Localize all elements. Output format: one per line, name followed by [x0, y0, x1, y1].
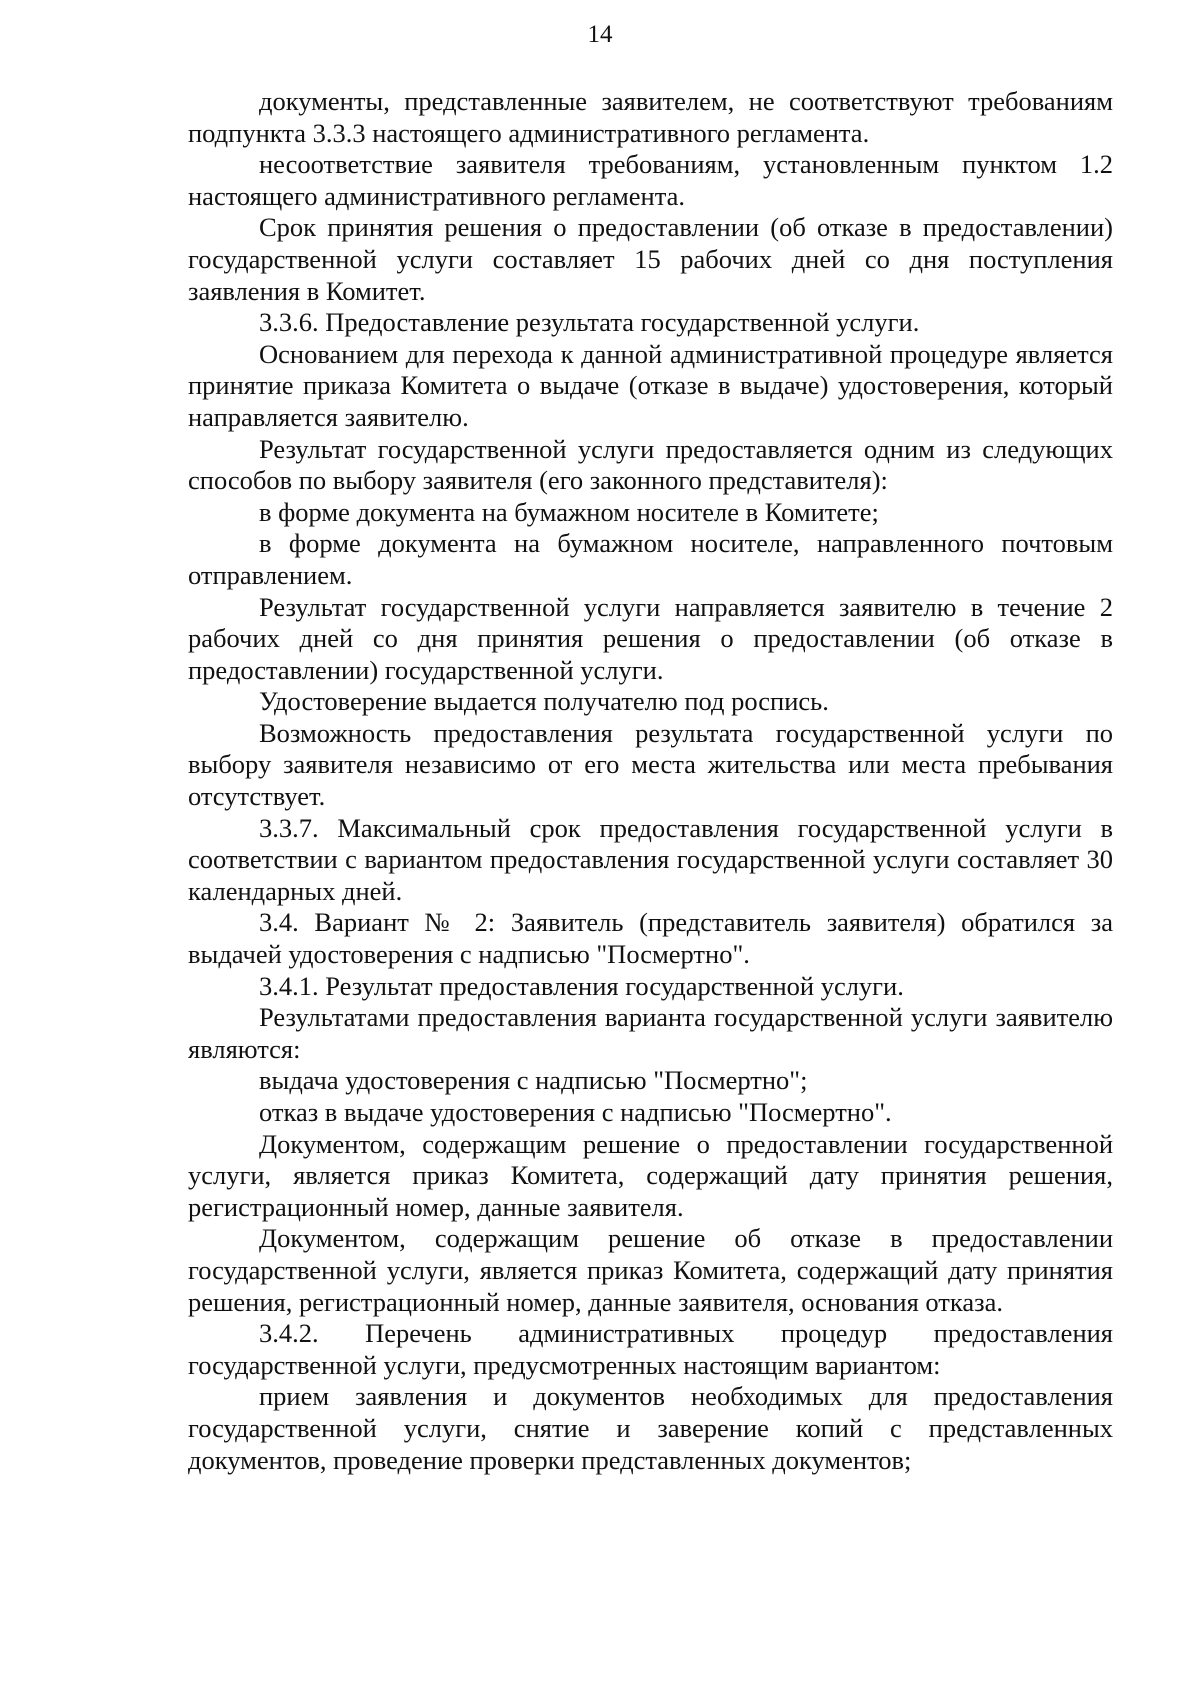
list-item: в форме документа на бумажном носителе, направленного почтовым отправлением.	[188, 528, 1113, 590]
paragraph: документы, представленные заявителем, не соответствуют требованиям подпункта 3.3.3 настоящего административного регламента.	[188, 86, 1113, 148]
list-item: в форме документа на бумажном носителе в Комитете;	[259, 496, 879, 527]
paragraph: Срок принятия решения о предоставлении (об отказе в предоставлении) государственной услуги составляет 15 рабочих дней со дня поступления заявления в Комитет.	[188, 212, 1113, 306]
paragraph: Документом, содержащим решение о предоставлении государственной услуги, является приказ Комитета, содержащий дату принятия решения, регистрационный номер, данные заявителя.	[188, 1128, 1113, 1222]
paragraph: Документом, содержащим решение об отказе в предоставлении государственной услуги, является приказ Комитета, содержащий дату принятия решения, регистрационный номер, данные заявителя, основания отказа.	[188, 1223, 1113, 1317]
paragraph: Результат государственной услуги предоставляется одним из следующих способов по выбору заявителя (его законного представителя):	[188, 433, 1113, 496]
paragraph: Результатами предоставления варианта государственной услуги заявителю являются:	[188, 1002, 1113, 1064]
paragraph: Удостоверение выдается получателю под роспись.	[259, 686, 829, 717]
section-heading: 3.4.1. Результат предоставления государственной услуги.	[259, 970, 904, 1001]
section-heading: 3.4.2. Перечень административных процедур предоставления государственной услуги, предусмотренных настоящим вариантом:	[188, 1318, 1113, 1380]
list-item: прием заявления и документов необходимых для предоставления государственной услуги, снятие и заверение копий с представленных документов, проведение проверки представленных документов;	[188, 1381, 1113, 1475]
paragraph: несоответствие заявителя требованиям, установленным пунктом 1.2 настоящего административного регламента.	[188, 149, 1113, 211]
paragraph: Возможность предоставления результата государственной услуги по выбору заявителя независимо от его места жительства или места пребывания отсутствует.	[188, 717, 1113, 812]
page-number: 14	[587, 21, 613, 48]
list-item: выдача удостоверения с надписью "Посмертно";	[259, 1065, 808, 1096]
document-body	[188, 86, 1113, 1476]
paragraph: Результат государственной услуги направляется заявителю в течение 2 рабочих дней со дня принятия решения о предоставлении (об отказе в предоставлении) государственной услуги.	[188, 591, 1113, 685]
section-heading: 3.4. Вариант № 2: Заявитель (представитель заявителя) обратился за выдачей удостоверения с надписью "Посмертно".	[188, 907, 1113, 970]
section-heading: 3.3.7. Максимальный срок предоставления государственной услуги в соответствии с вариантом предоставления государственной услуги составляет 30 календарных дней.	[188, 812, 1113, 906]
section-heading: 3.3.6. Предоставление результата государственной услуги.	[259, 307, 920, 338]
list-item: отказ в выдаче удостоверения с надписью "Посмертно".	[259, 1097, 892, 1127]
paragraph: Основанием для перехода к данной административной процедуре является принятие приказа Комитета о выдаче (отказе в выдаче) удостоверения, который направляется заявителю.	[188, 338, 1113, 432]
